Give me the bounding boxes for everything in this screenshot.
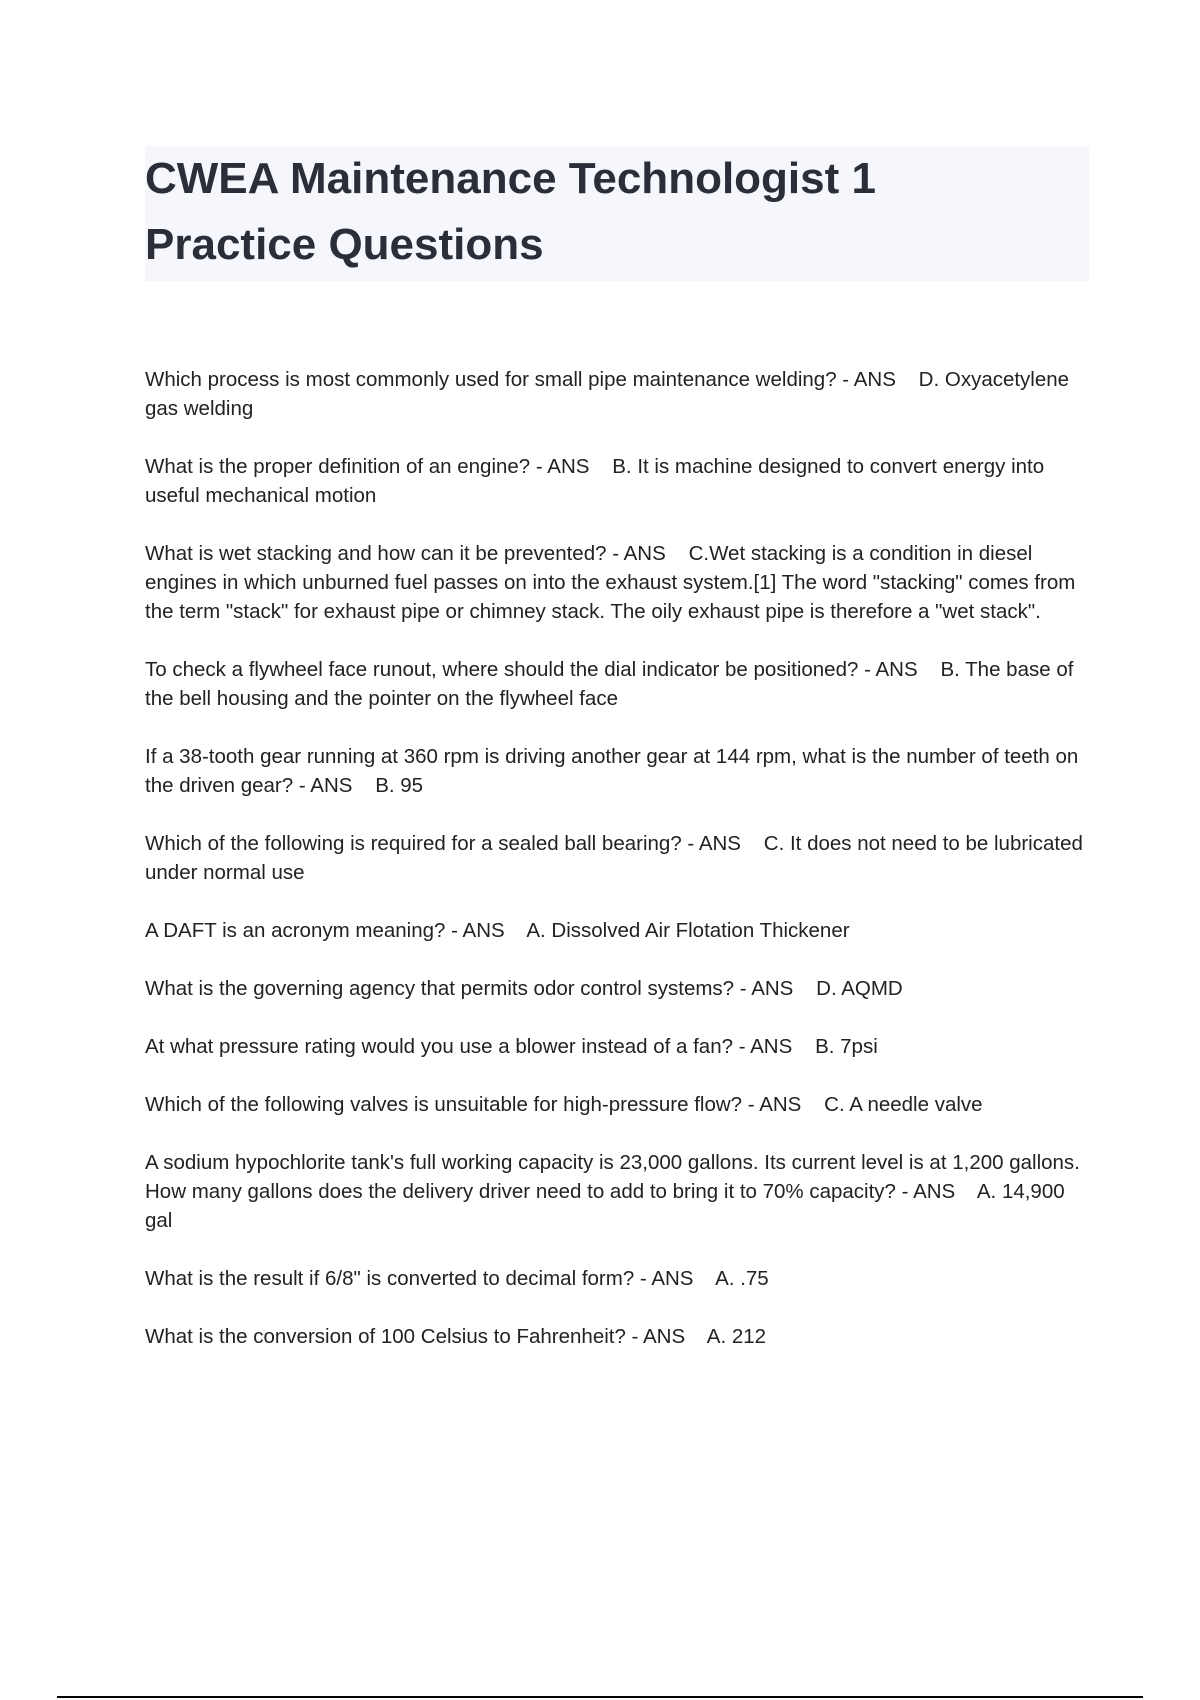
ans-label: ANS (913, 1180, 956, 1203)
qa-item (145, 1090, 1090, 1119)
document-title (145, 146, 1089, 278)
question-text: What is wet stacking and how can it be prevented? - (145, 542, 620, 565)
ans-label: ANS (547, 455, 590, 478)
question-text: Which process is most commonly used for small pipe maintenance welding? - (145, 368, 850, 391)
question-text: What is the governing agency that permits odor control systems? - (145, 977, 747, 1000)
question-text: At what pressure rating would you use a blower instead of a fan? - (145, 1035, 746, 1058)
answer-text: B. 7psi (815, 1035, 878, 1058)
title-block (145, 146, 1089, 281)
answer-text: C. A needle valve (824, 1093, 983, 1116)
qa-item (145, 539, 1090, 626)
ans-label: ANS (875, 658, 918, 681)
qa-item (145, 1148, 1090, 1235)
footer-divider (57, 1696, 1143, 1698)
question-text: Which of the following is required for a sealed ball bearing? - (145, 832, 695, 855)
answer-text: B. 95 (375, 774, 424, 797)
question-text: A DAFT is an acronym meaning? - (145, 919, 458, 942)
ans-label: ANS (698, 832, 741, 855)
ans-label: ANS (759, 1093, 802, 1116)
answer-text: A. Dissolved Air Flotation Thickener (526, 919, 850, 942)
qa-item (145, 452, 1090, 510)
answer-text: C. It does not need to be lubricated under normal use (145, 832, 1083, 884)
qa-item (145, 655, 1090, 713)
answer-text: B. The base of the bell housing and the pointer on the flywheel face (145, 658, 1074, 710)
qa-item (145, 1322, 1090, 1351)
qa-item (145, 916, 1090, 945)
document-title-line-1: CWEA Maintenance Technologist 1 (145, 154, 876, 203)
answer-text: D. AQMD (816, 977, 903, 1000)
ans-label: ANS (623, 542, 666, 565)
question-text: Which of the following valves is unsuitable for high-pressure flow? - (145, 1093, 755, 1116)
ans-label: ANS (750, 1035, 793, 1058)
question-answer-list (145, 365, 1090, 1380)
qa-item (145, 742, 1090, 800)
question-text: If a 38-tooth gear running at 360 rpm is driving another gear at 144 rpm, what is the number of teeth on the driven gear? - (145, 745, 1079, 797)
ans-label: ANS (651, 1267, 694, 1290)
ans-label: ANS (642, 1325, 686, 1348)
question-text: A sodium hypochlorite tank's full working capacity is 23,000 gallons. Its current level is at 1,200 gallons. How many gallons does the delivery driver need to add to bring it to 70% capacity? - (145, 1151, 1080, 1203)
qa-item (145, 829, 1090, 887)
question-text: What is the result if 6/8" is converted to decimal form? - (145, 1267, 647, 1290)
ans-label: ANS (751, 977, 794, 1000)
question-text: What is the proper definition of an engine? - (145, 455, 543, 478)
answer-text: A. 14,900 gal (145, 1180, 1065, 1232)
qa-item (145, 974, 1090, 1003)
answer-text: B. It is machine designed to convert energy into useful mechanical motion (145, 455, 1045, 507)
question-text: What is the conversion of 100 Celsius to Fahrenheit? - (145, 1325, 639, 1348)
qa-item (145, 1032, 1090, 1061)
answer-text: D. Oxyacetylene gas welding (145, 368, 1070, 420)
ans-label: ANS (310, 774, 353, 797)
ans-label: ANS (462, 919, 505, 942)
answer-text: A. .75 (715, 1267, 769, 1290)
qa-item (145, 365, 1090, 423)
ans-label: ANS (853, 368, 896, 391)
question-text: To check a flywheel face runout, where should the dial indicator be positioned? - (145, 658, 871, 681)
answer-text: A. 212 (706, 1325, 767, 1348)
answer-text: C.Wet stacking is a condition in diesel engines in which unburned fuel passes on into the exhaust system.[1] The word "stacking" comes from the term "stack" for exhaust pipe or chimney stack. The oily exhaust pipe is therefore a "wet stack". (145, 542, 1076, 623)
document-title-line-2: Practice Questions (145, 220, 544, 269)
qa-item (145, 1264, 1090, 1293)
